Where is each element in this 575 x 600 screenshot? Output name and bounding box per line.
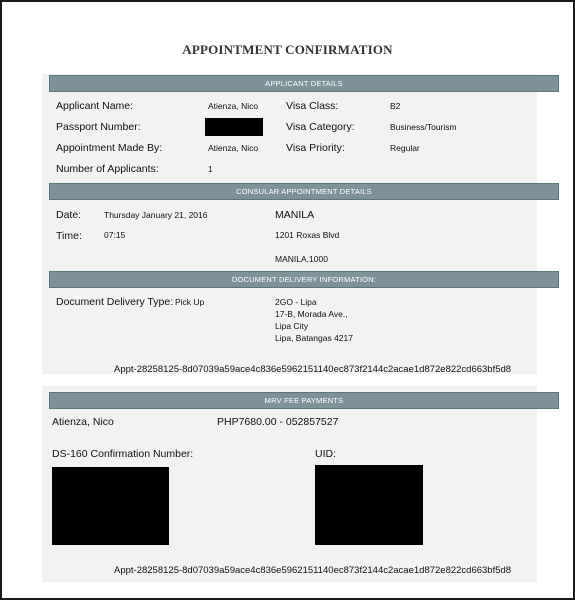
time-label: Time: — [56, 230, 82, 242]
ds160-confirmation-redaction — [52, 467, 169, 545]
appointment-id: Appt-28258125-8d07039a59ace4c836e5962151140ec873f2144c2acae1d872e822cd663bf5d8 — [114, 364, 512, 375]
appointment-id-footer: Appt-28258125-8d07039a59ace4c836e5962151140ec873f2144c2acae1d872e822cd663bf5d8 — [114, 565, 512, 576]
number-of-applicants-value: 1 — [208, 164, 213, 174]
passport-number-redaction — [205, 118, 263, 136]
number-of-applicants-label: Number of Applicants: — [56, 163, 159, 175]
delivery-address-line: Lipa City — [275, 321, 309, 331]
delivery-address-line: 17-B, Morada Ave., — [275, 309, 348, 319]
appointment-made-by-label: Appointment Made By: — [56, 142, 163, 154]
delivery-address-line: 2GO - Lipa — [275, 297, 317, 307]
fee-amount-reference: PHP7680.00 - 052857527 — [217, 416, 339, 428]
visa-priority-label: Visa Priority: — [286, 142, 345, 154]
delivery-type-label: Document Delivery Type: — [56, 296, 174, 308]
delivery-address-line: Lipa, Batangas 4217 — [275, 333, 353, 343]
visa-category-value: Business/Tourism — [390, 122, 457, 132]
visa-category-label: Visa Category: — [286, 121, 355, 133]
time-value: 07:15 — [104, 230, 126, 240]
uid-label: UID: — [315, 448, 336, 460]
applicant-name-label: Applicant Name: — [56, 100, 134, 112]
passport-number-label: Passport Number: — [56, 121, 141, 133]
appointment-made-by-value: Atienza, Nico — [208, 143, 259, 153]
visa-class-label: Visa Class: — [286, 100, 339, 112]
visa-priority-value: Regular — [390, 143, 420, 153]
consular-appointment-header: CONSULAR APPOINTMENT DETAILS — [49, 183, 559, 200]
date-value: Thursday January 21, 2016 — [104, 210, 208, 220]
applicant-details-header: APPLICANT DETAILS — [49, 75, 559, 92]
document-delivery-header: DOCUMENT DELIVERY INFORMATION: — [49, 271, 559, 288]
date-label: Date: — [56, 209, 82, 221]
visa-class-value: B2 — [390, 101, 401, 111]
page-title: APPOINTMENT CONFIRMATION — [182, 42, 393, 57]
appointment-details-panel — [42, 74, 537, 374]
consulate-city-line: MANILA,1000 — [275, 254, 328, 264]
consulate-address-line: 1201 Roxas Blvd — [275, 230, 340, 240]
mrv-fee-panel — [42, 386, 537, 582]
ds160-confirmation-label: DS-160 Confirmation Number: — [52, 448, 194, 460]
uid-redaction — [315, 465, 423, 545]
consulate-location: MANILA — [275, 209, 315, 221]
applicant-name-value: Atienza, Nico — [208, 101, 259, 111]
delivery-type-value: Pick Up — [175, 297, 205, 307]
payer-name: Atienza, Nico — [52, 416, 114, 428]
mrv-fee-header: MRV FEE PAYMENTS — [49, 392, 559, 409]
